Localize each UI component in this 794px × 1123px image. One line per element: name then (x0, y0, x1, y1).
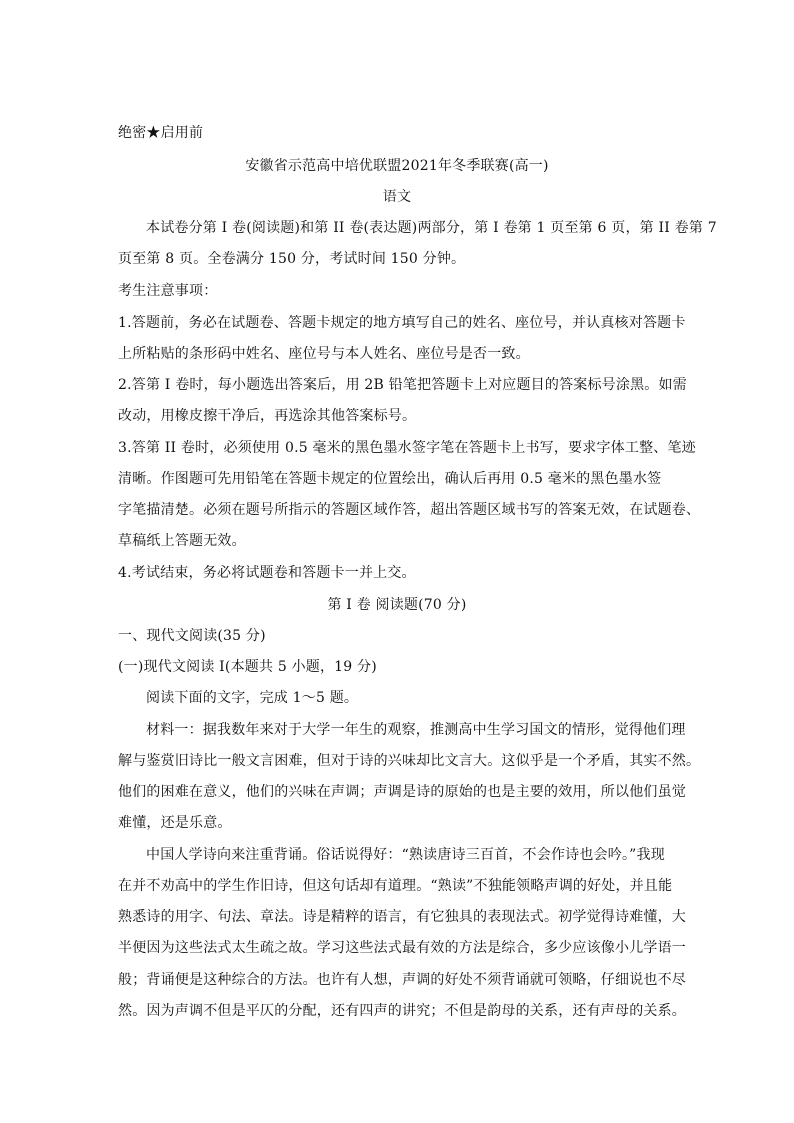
volume-title: 第 I 卷 阅读题(70 分) (327, 597, 467, 613)
sub-section-title: (一)现代文阅读 I(本题共 5 小题，19 分) (118, 659, 377, 675)
note-3-line-4: 草稿纸上答题无效。 (118, 533, 246, 549)
intro-line-2: 页至第 8 页。全卷满分 150 分，考试时间 150 分钟。 (118, 251, 466, 267)
material-1-line-1: 材料一：据我数年来对于大学一年生的观察，推测高中生学习国文的情形，觉得他们理 (146, 722, 686, 738)
subject-title: 语文 (382, 189, 412, 205)
material-1-line-4: 难懂，还是乐意。 (118, 815, 232, 831)
note-1-line-1: 1.答题前，务必在试题卷、答题卡规定的地方填写自己的姓名、座位号，并认真核对答题卡 (118, 315, 686, 331)
material-2-line-3: 熟悉诗的用字、句法、章法。诗是精粹的语言，有它独具的表现法式。初学觉得诗难懂，大 (118, 909, 686, 925)
material-1-line-2: 解与鉴赏旧诗比一般文言困难，但对于诗的兴味却比文言大。这似乎是一个矛盾，其实不然。 (118, 753, 701, 769)
notes-heading: 考生注意事项： (118, 283, 218, 299)
material-2-line-1: 中国人学诗向来注重背诵。俗话说得好：“熟读唐诗三百首，不会作诗也会吟。”我现 (146, 847, 665, 863)
part-title: 一、现代文阅读(35 分) (118, 628, 266, 644)
material-2-line-4: 半便因为这些法式太生疏之故。学习这些法式最有效的方法是综合，多少应该像小儿学语一 (118, 940, 686, 956)
note-2-line-1: 2.答第 I 卷时，每小题选出答案后，用 2B 铅笔把答题卡上对应题目的答案标号涂黑。如需 (118, 377, 687, 393)
intro-line-1: 本试卷分第 I 卷(阅读题)和第 II 卷(表达题)两部分，第 I 卷第 1 页至第 6 页，第 II 卷第 7 (146, 220, 717, 236)
note-2-line-2: 改动，用橡皮擦干净后，再选涂其他答案标号。 (118, 408, 417, 424)
exam-title: 安徽省示范高中培优联盟2021年冬季联赛(高一) (245, 158, 549, 174)
material-1-line-3: 他们的困难在意义，他们的兴味在声调；声调是诗的原始的也是主要的效用，所以他们虽觉 (118, 784, 686, 800)
material-2-line-6: 然。因为声调不但是平仄的分配，还有四声的讲究；不但是韵母的关系，还有声母的关系。 (118, 1003, 686, 1019)
note-3-line-1: 3.答第 II 卷时，必须使用 0.5 毫米的黑色墨水签字笔在答题卡上书写，要求字体工整、笔迹 (118, 440, 696, 456)
note-4-line-1: 4.考试结束，务必将试题卷和答题卡一并上交。 (118, 565, 416, 581)
material-2-line-5: 般；背诵便是这种综合的方法。也许有人想，声调的好处不须背诵就可领略，仔细说也不尽 (118, 972, 686, 988)
reading-instruction: 阅读下面的文字，完成 1～5 题。 (146, 690, 359, 706)
note-3-line-2: 清晰。作图题可先用铅笔在答题卡规定的位置绘出，确认后再用 0.5 毫米的黑色墨水签 (118, 471, 662, 487)
confidential-mark: 绝密★启用前 (118, 125, 204, 141)
material-2-line-2: 在并不劝高中的学生作旧诗，但这句话却有道理。“熟读”不独能领略声调的好处，并且能 (118, 878, 673, 894)
note-3-line-3: 字笔描清楚。必须在题号所指示的答题区域作答，超出答题区域书写的答案无效，在试题卷、 (118, 502, 701, 518)
note-1-line-2: 上所粘贴的条形码中姓名、座位号与本人姓名、座位号是否一致。 (118, 346, 530, 362)
